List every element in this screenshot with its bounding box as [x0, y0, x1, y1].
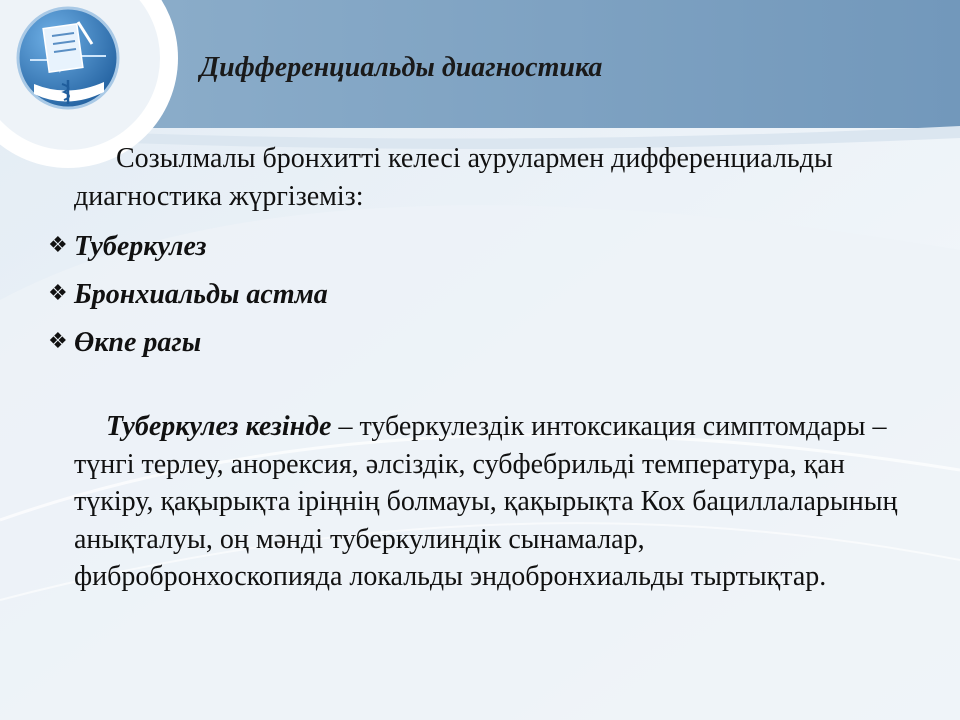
diamond-bullet-icon: ❖: [48, 328, 68, 353]
bullet-item-asthma: [48, 274, 908, 312]
medical-logo-icon: [8, 0, 128, 120]
bullet-label: Туберкулез: [74, 231, 207, 262]
bullet-item-lung-cancer: [48, 322, 908, 360]
detail-paragraph: [48, 408, 908, 596]
bullet-item-tuberculosis: [48, 226, 908, 264]
diamond-bullet-icon: ❖: [48, 232, 68, 257]
intro-paragraph: Созылмалы бронхитті келесі аурулармен дифференциальды диагностика жүргіземіз:: [74, 143, 833, 212]
diamond-bullet-icon: ❖: [48, 280, 68, 305]
detail-lead: Туберкулез кезінде: [106, 411, 332, 442]
detail-text: – туберкулездік интоксикация симптомдары – түнгі терлеу, анорексия, әлсіздік, субфебрильді температура, қан түкіру, қақырықта іріңнің болмауы, қақырықта Кох бациллаларының анықталуы, оң мәнді туберкулиндік сынамалар, фибробронхоскопияда локальды эндобронхиальды тыртықтар.: [74, 411, 898, 592]
bullet-label: Өкпе рагы: [74, 327, 202, 358]
slide-title: Дифференциальды диагностика: [200, 52, 603, 83]
bullet-label: Бронхиальды астма: [74, 279, 328, 310]
slide-content: [48, 140, 908, 596]
